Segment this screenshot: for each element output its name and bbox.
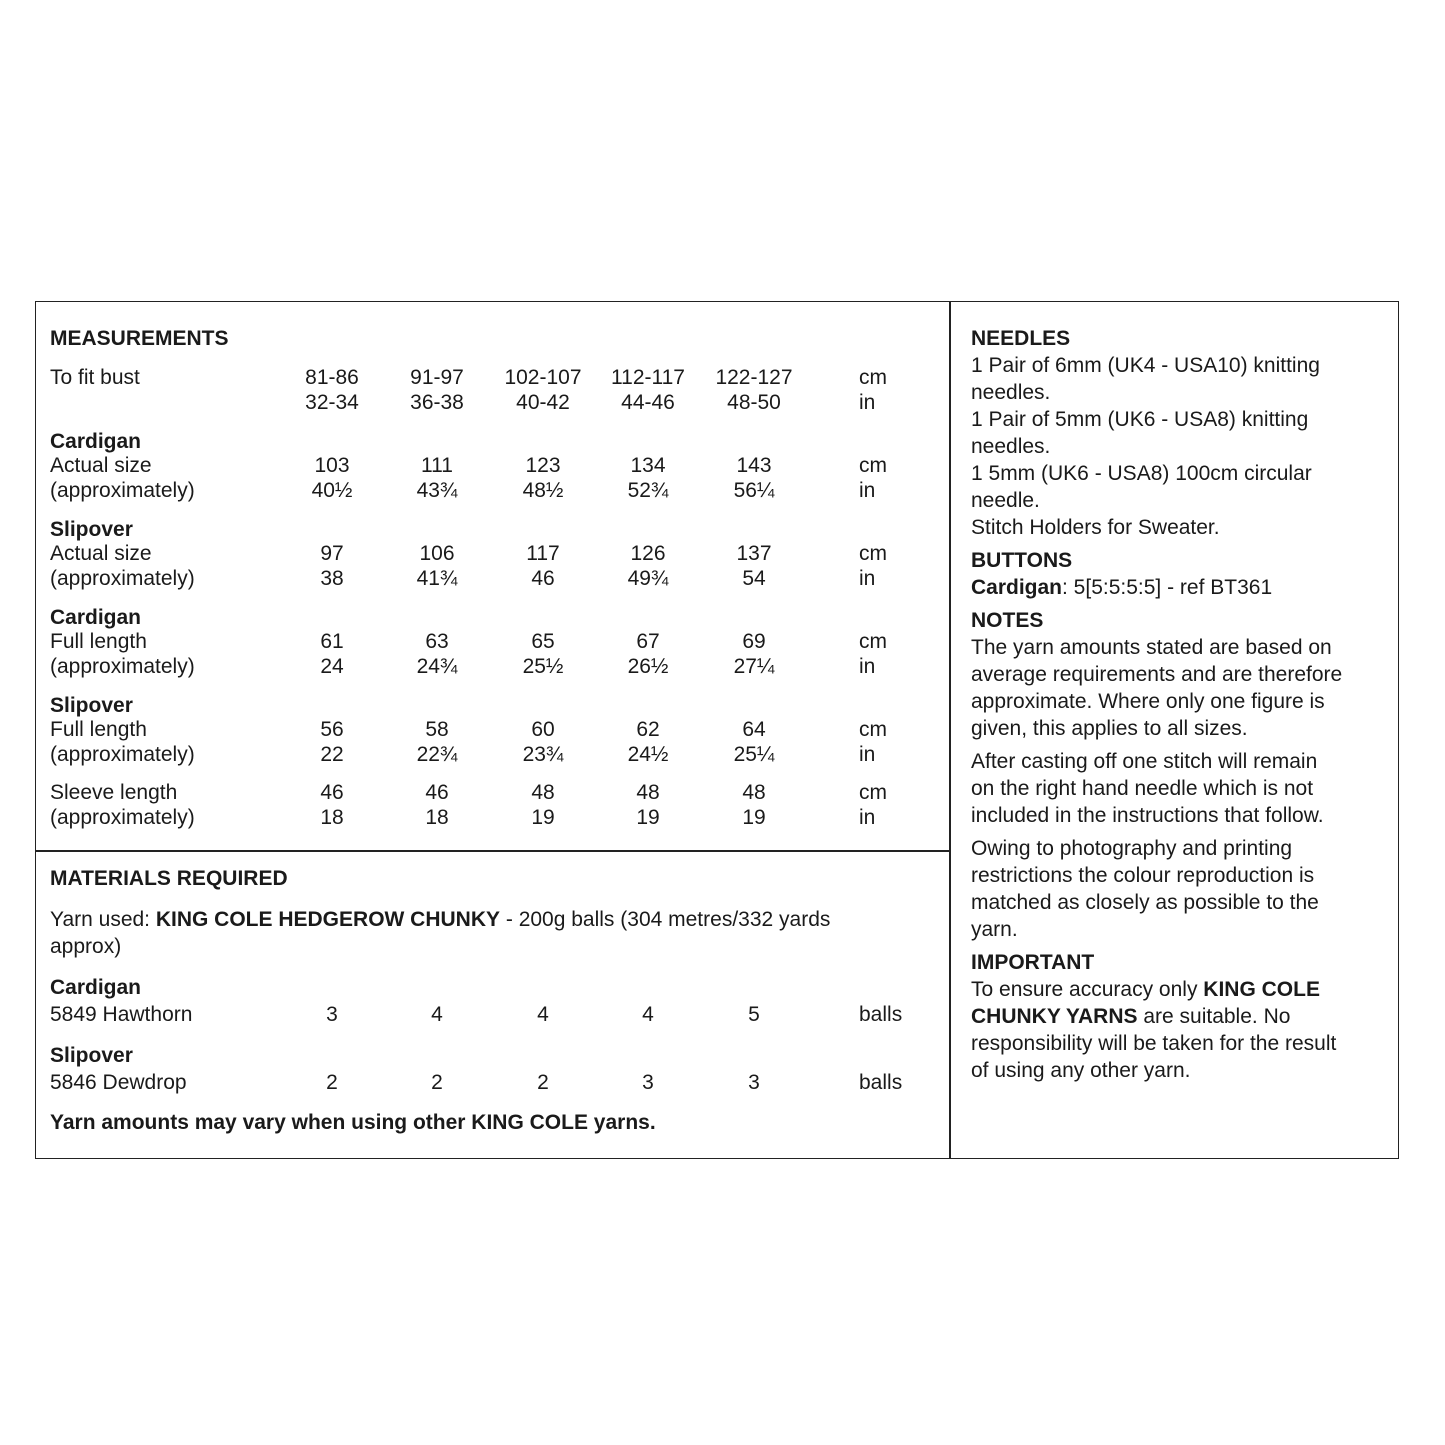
- cell: 4: [431, 1003, 443, 1026]
- text-line: yarn.: [971, 918, 1018, 941]
- cell: 126: [630, 542, 666, 565]
- cell: 56: [320, 718, 344, 741]
- unit: in: [859, 391, 876, 414]
- row-label: (approximately): [50, 567, 195, 590]
- cell: 46: [425, 781, 449, 804]
- cell: 27¼: [733, 655, 775, 678]
- text-line: matched as closely as possible to the: [971, 891, 1319, 914]
- cell: 46: [320, 781, 344, 804]
- unit: in: [859, 567, 876, 590]
- cell: 24½: [627, 743, 669, 766]
- row-label: 5846 Dewdrop: [50, 1071, 187, 1094]
- cell: 22: [320, 743, 344, 766]
- cell: 22¾: [416, 743, 458, 766]
- cell: 25¼: [733, 743, 775, 766]
- needles-line: Stitch Holders for Sweater.: [971, 516, 1220, 539]
- cell: 18: [425, 806, 449, 829]
- cell: 3: [326, 1003, 338, 1026]
- cell: 40-42: [516, 391, 570, 414]
- cell: 123: [525, 454, 561, 477]
- unit: in: [859, 479, 876, 502]
- cell: 112-117: [611, 366, 685, 389]
- cell: 122-127: [715, 366, 793, 389]
- cell: 117: [526, 542, 560, 565]
- brand-text: CHUNKY YARNS: [971, 1005, 1138, 1028]
- cell: 4: [537, 1003, 549, 1026]
- needles-line: needle.: [971, 489, 1040, 512]
- text-line: After casting off one stitch will remain: [971, 750, 1318, 773]
- cell: 40½: [311, 479, 353, 502]
- text-line: average requirements and are therefore: [971, 663, 1343, 686]
- text-line: approximate. Where only one figure is: [971, 690, 1325, 713]
- cell: 56¼: [733, 479, 775, 502]
- cell: 32-34: [305, 391, 359, 414]
- row-label: 5849 Hawthorn: [50, 1003, 193, 1026]
- cell: 81-86: [305, 366, 359, 389]
- text-line: responsibility will be taken for the result: [971, 1032, 1337, 1055]
- needles-line: 1 Pair of 5mm (UK6 - USA8) knitting: [971, 408, 1309, 431]
- text-line: restrictions the colour reproduction is: [971, 864, 1315, 887]
- cell: 44-46: [621, 391, 675, 414]
- cell: 48: [742, 781, 766, 804]
- cell: 4: [642, 1003, 654, 1026]
- cell: 2: [431, 1071, 443, 1094]
- cell: 58: [425, 718, 449, 741]
- notes-paragraph-2: [971, 748, 1391, 829]
- cell: 36-38: [410, 391, 464, 414]
- brand-text: KING COLE: [1203, 978, 1320, 1001]
- cell: 2: [326, 1071, 338, 1094]
- row-label: Sleeve length: [50, 781, 178, 804]
- buttons-heading: BUTTONS: [971, 549, 1073, 572]
- horizontal-divider: [35, 850, 950, 852]
- cell: 48: [531, 781, 555, 804]
- cell: 48-50: [727, 391, 781, 414]
- important-heading: IMPORTANT: [971, 951, 1095, 974]
- cell: 3: [642, 1071, 654, 1094]
- row-title: Cardigan: [50, 430, 142, 453]
- cell: 24¾: [416, 655, 458, 678]
- cell: 91-97: [410, 366, 464, 389]
- cell: 143: [736, 454, 772, 477]
- text-line: of using any other yarn.: [971, 1059, 1191, 1082]
- cell: 102-107: [504, 366, 582, 389]
- row-title: Slipover: [50, 694, 133, 717]
- needles-line: 1 5mm (UK6 - USA8) 100cm circular: [971, 462, 1312, 485]
- yarn-name: KING COLE HEDGEROW CHUNKY: [155, 908, 501, 931]
- materials-heading: MATERIALS REQUIRED: [50, 867, 288, 890]
- yarn-prefix: Yarn used:: [50, 908, 156, 931]
- yarn-used-line2: approx): [50, 935, 122, 958]
- cell: 26½: [627, 655, 669, 678]
- cell: 41¾: [416, 567, 458, 590]
- cell: 62: [636, 718, 660, 741]
- cell: 69: [742, 630, 766, 653]
- cell: 43¾: [416, 479, 458, 502]
- cell: 46: [531, 567, 555, 590]
- vertical-divider: [949, 301, 951, 1159]
- row-label: Actual size: [50, 542, 152, 565]
- yarn-used-line: [50, 908, 830, 932]
- cell: 3: [748, 1071, 760, 1094]
- unit: cm: [859, 781, 887, 804]
- cell: 52¾: [627, 479, 669, 502]
- row-title: Slipover: [50, 1044, 133, 1067]
- row-label: Actual size: [50, 454, 152, 477]
- right-panel: [971, 325, 1391, 1084]
- unit: cm: [859, 454, 887, 477]
- unit: cm: [859, 630, 887, 653]
- cell: 97: [320, 542, 344, 565]
- cell: 5: [748, 1003, 760, 1026]
- cell: 67: [636, 630, 660, 653]
- row-label: Full length: [50, 718, 147, 741]
- row-label: (approximately): [50, 806, 195, 829]
- unit: in: [859, 743, 876, 766]
- cell: 18: [320, 806, 344, 829]
- cell: 25½: [522, 655, 564, 678]
- row-label: (approximately): [50, 655, 195, 678]
- important-text: [971, 976, 1391, 1084]
- cell: 63: [425, 630, 449, 653]
- text-line: The yarn amounts stated are based on: [971, 636, 1332, 659]
- text-line: on the right hand needle which is not: [971, 777, 1314, 800]
- text-line: given, this applies to all sizes.: [971, 717, 1248, 740]
- cell: 106: [419, 542, 455, 565]
- cell: 23¾: [522, 743, 564, 766]
- needles-line: 1 Pair of 6mm (UK4 - USA10) knitting: [971, 354, 1320, 377]
- unit: cm: [859, 366, 887, 389]
- text-line: To ensure accuracy only: [971, 978, 1204, 1001]
- yarn-suffix: - 200g balls (304 metres/332 yards: [500, 908, 831, 931]
- row-label: (approximately): [50, 479, 195, 502]
- cell: 54: [742, 567, 766, 590]
- yarn-note: Yarn amounts may vary when using other KING COLE yarns.: [50, 1111, 656, 1134]
- measurements-heading: MEASUREMENTS: [50, 327, 229, 350]
- row-title: Cardigan: [50, 606, 142, 629]
- buttons-label: Cardigan: [971, 576, 1063, 599]
- cell: 19: [636, 806, 660, 829]
- notes-paragraph-3: [971, 835, 1391, 943]
- cell: 64: [742, 718, 766, 741]
- cell: 48½: [522, 479, 564, 502]
- needles-line: needles.: [971, 435, 1051, 458]
- notes-paragraph-1: [971, 634, 1391, 742]
- unit: cm: [859, 542, 887, 565]
- buttons-line: [971, 574, 1391, 601]
- text-line: Owing to photography and printing: [971, 837, 1293, 860]
- cell: 48: [636, 781, 660, 804]
- cell: 49¾: [627, 567, 669, 590]
- unit: cm: [859, 718, 887, 741]
- cell: 137: [736, 542, 772, 565]
- buttons-text: : 5[5:5:5:5] - ref BT361: [1062, 576, 1273, 599]
- row-title: Slipover: [50, 518, 133, 541]
- cell: 61: [320, 630, 344, 653]
- row-label: Full length: [50, 630, 147, 653]
- unit: balls: [859, 1071, 903, 1094]
- cell: 2: [537, 1071, 549, 1094]
- cell: 38: [320, 567, 344, 590]
- cell: 24: [320, 655, 344, 678]
- unit: in: [859, 806, 876, 829]
- cell: 111: [421, 454, 453, 477]
- notes-heading: NOTES: [971, 609, 1044, 632]
- unit: in: [859, 655, 876, 678]
- row-title: Cardigan: [50, 976, 142, 999]
- unit: balls: [859, 1003, 903, 1026]
- cell: 19: [742, 806, 766, 829]
- cell: 19: [531, 806, 555, 829]
- cell: 65: [531, 630, 555, 653]
- needles-heading: NEEDLES: [971, 327, 1071, 350]
- needles-line: needles.: [971, 381, 1051, 404]
- text-line: included in the instructions that follow.: [971, 804, 1324, 827]
- cell: 103: [314, 454, 350, 477]
- row-label: To fit bust: [50, 366, 140, 389]
- text-line: are suitable. No: [1137, 1005, 1291, 1028]
- cell: 60: [531, 718, 555, 741]
- row-label: (approximately): [50, 743, 195, 766]
- cell: 134: [630, 454, 666, 477]
